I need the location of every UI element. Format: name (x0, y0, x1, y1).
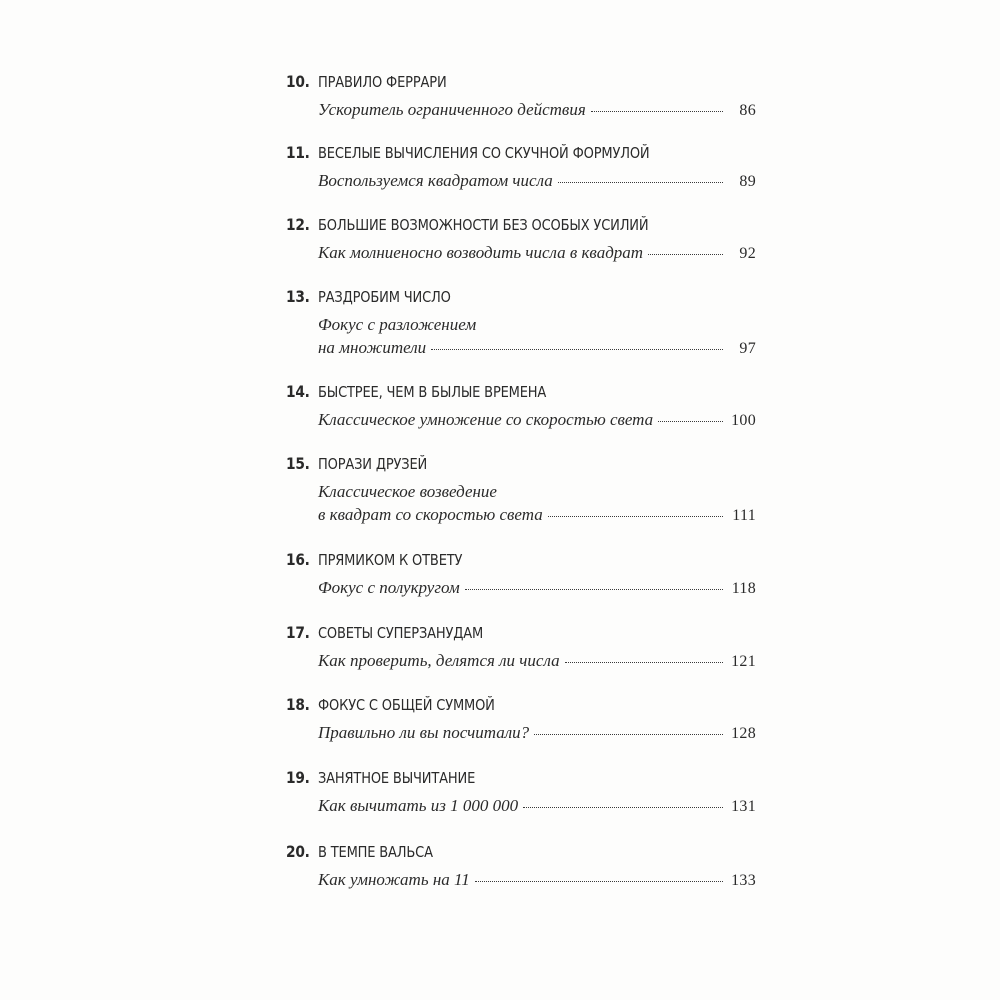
subtitle-text: Как молниеносно возводить числа в квадрат (318, 243, 644, 262)
chapter-title: ФОКУС С ОБЩЕЙ СУММОЙ (318, 696, 495, 714)
toc-entry[interactable] (286, 215, 756, 265)
chapter-number: 19. (286, 768, 310, 787)
chapter-title: ПРАВИЛО ФЕРРАРИ (318, 73, 447, 91)
subtitle-line (318, 408, 756, 432)
page-number[interactable]: 89 (739, 173, 756, 190)
chapter-subtitle (318, 241, 756, 265)
subtitle-line (318, 649, 756, 673)
toc-entry[interactable] (286, 454, 756, 527)
dot-leader (548, 516, 723, 517)
chapter-title: ПОРАЗИ ДРУЗЕЙ (318, 455, 428, 473)
chapter-number: 16. (286, 550, 310, 569)
page-number[interactable]: 133 (731, 872, 756, 889)
chapter-number: 20. (286, 842, 310, 861)
chapter-number: 12. (286, 215, 310, 234)
subtitle-line (318, 576, 756, 600)
chapter-title: ЗАНЯТНОЕ ВЫЧИТАНИЕ (318, 769, 476, 787)
dot-leader (475, 881, 723, 882)
chapter-title: ПРЯМИКОМ К ОТВЕТУ (318, 551, 463, 569)
chapter-number: 18. (286, 695, 310, 714)
dot-leader (648, 254, 723, 255)
subtitle-text: Фокус с разложением (318, 315, 477, 334)
chapter-subtitle (318, 313, 756, 360)
subtitle-line (318, 98, 756, 122)
subtitle-text: Классическое умножение со скоростью света (318, 410, 654, 429)
toc-entry[interactable] (286, 550, 756, 600)
dot-leader (565, 662, 723, 663)
toc-heading (286, 842, 756, 868)
subtitle-text: Ускоритель ограниченного действия (318, 100, 586, 119)
chapter-subtitle (318, 169, 756, 193)
chapter-title: БОЛЬШИЕ ВОЗМОЖНОСТИ БЕЗ ОСОБЫХ УСИЛИЙ (318, 216, 649, 234)
chapter-title: ВЕСЕЛЫЕ ВЫЧИСЛЕНИЯ СО СКУЧНОЙ ФОРМУЛОЙ (318, 144, 650, 162)
dot-leader (523, 807, 723, 808)
toc-heading (286, 287, 756, 313)
page-number[interactable]: 97 (739, 340, 756, 357)
toc-heading (286, 454, 756, 480)
page-number[interactable]: 131 (731, 798, 756, 815)
chapter-number: 10. (286, 72, 310, 91)
chapter-subtitle (318, 868, 756, 892)
subtitle-text: на множители (318, 338, 427, 357)
subtitle-text: Как вычитать из 1 000 000 (318, 796, 519, 815)
subtitle-text: Классическое возведение (318, 482, 497, 501)
subtitle-line (318, 313, 756, 336)
subtitle-line (318, 169, 756, 193)
dot-leader (431, 349, 723, 350)
page-number[interactable]: 128 (731, 725, 756, 742)
subtitle-line (318, 721, 756, 745)
subtitle-line (318, 503, 756, 527)
subtitle-line (318, 868, 756, 892)
page-number[interactable]: 118 (731, 580, 756, 597)
toc-entry[interactable] (286, 695, 756, 745)
toc-heading (286, 550, 756, 576)
dot-leader (558, 182, 723, 183)
subtitle-line (318, 336, 756, 360)
toc-entry[interactable] (286, 842, 756, 892)
toc-entry[interactable] (286, 623, 756, 673)
subtitle-text: Воспользуемся квадратом числа (318, 171, 553, 190)
chapter-title: РАЗДРОБИМ ЧИСЛО (318, 288, 451, 306)
toc-heading (286, 215, 756, 241)
toc-heading (286, 72, 756, 98)
subtitle-line (318, 480, 756, 503)
toc-entry[interactable] (286, 143, 756, 193)
subtitle-text: Как умножать на 11 (318, 870, 470, 889)
toc-heading (286, 768, 756, 794)
subtitle-text: Правильно ли вы посчитали? (318, 723, 530, 742)
toc-heading (286, 143, 756, 169)
chapter-title: СОВЕТЫ СУПЕРЗАНУДАМ (318, 624, 484, 642)
subtitle-line (318, 241, 756, 265)
toc-entry[interactable] (286, 287, 756, 360)
dot-leader (534, 734, 723, 735)
toc-heading (286, 695, 756, 721)
page-number[interactable]: 121 (731, 653, 756, 670)
toc-heading (286, 623, 756, 649)
chapter-title: БЫСТРЕЕ, ЧЕМ В БЫЛЫЕ ВРЕМЕНА (318, 383, 547, 401)
dot-leader (465, 589, 723, 590)
page-number[interactable]: 92 (739, 245, 756, 262)
toc-entry[interactable] (286, 768, 756, 818)
chapter-subtitle (318, 98, 756, 122)
toc-entry[interactable] (286, 72, 756, 122)
dot-leader (658, 421, 723, 422)
chapter-subtitle (318, 408, 756, 432)
dot-leader (591, 111, 723, 112)
page-number[interactable]: 86 (739, 102, 756, 119)
subtitle-text: Как проверить, делятся ли числа (318, 651, 560, 670)
chapter-number: 17. (286, 623, 310, 642)
subtitle-line (318, 794, 756, 818)
page-number[interactable]: 111 (732, 507, 756, 524)
chapter-number: 15. (286, 454, 310, 473)
chapter-subtitle (318, 480, 756, 527)
chapter-number: 14. (286, 382, 310, 401)
chapter-subtitle (318, 794, 756, 818)
subtitle-text: Фокус с полукругом (318, 578, 460, 597)
toc-heading (286, 382, 756, 408)
chapter-title: В ТЕМПЕ ВАЛЬСА (318, 843, 433, 861)
subtitle-text: в квадрат со скоростью света (318, 505, 543, 524)
page-number[interactable]: 100 (731, 412, 756, 429)
chapter-number: 13. (286, 287, 310, 306)
chapter-subtitle (318, 576, 756, 600)
chapter-subtitle (318, 721, 756, 745)
chapter-number: 11. (286, 143, 310, 162)
chapter-subtitle (318, 649, 756, 673)
toc-entry[interactable] (286, 382, 756, 432)
